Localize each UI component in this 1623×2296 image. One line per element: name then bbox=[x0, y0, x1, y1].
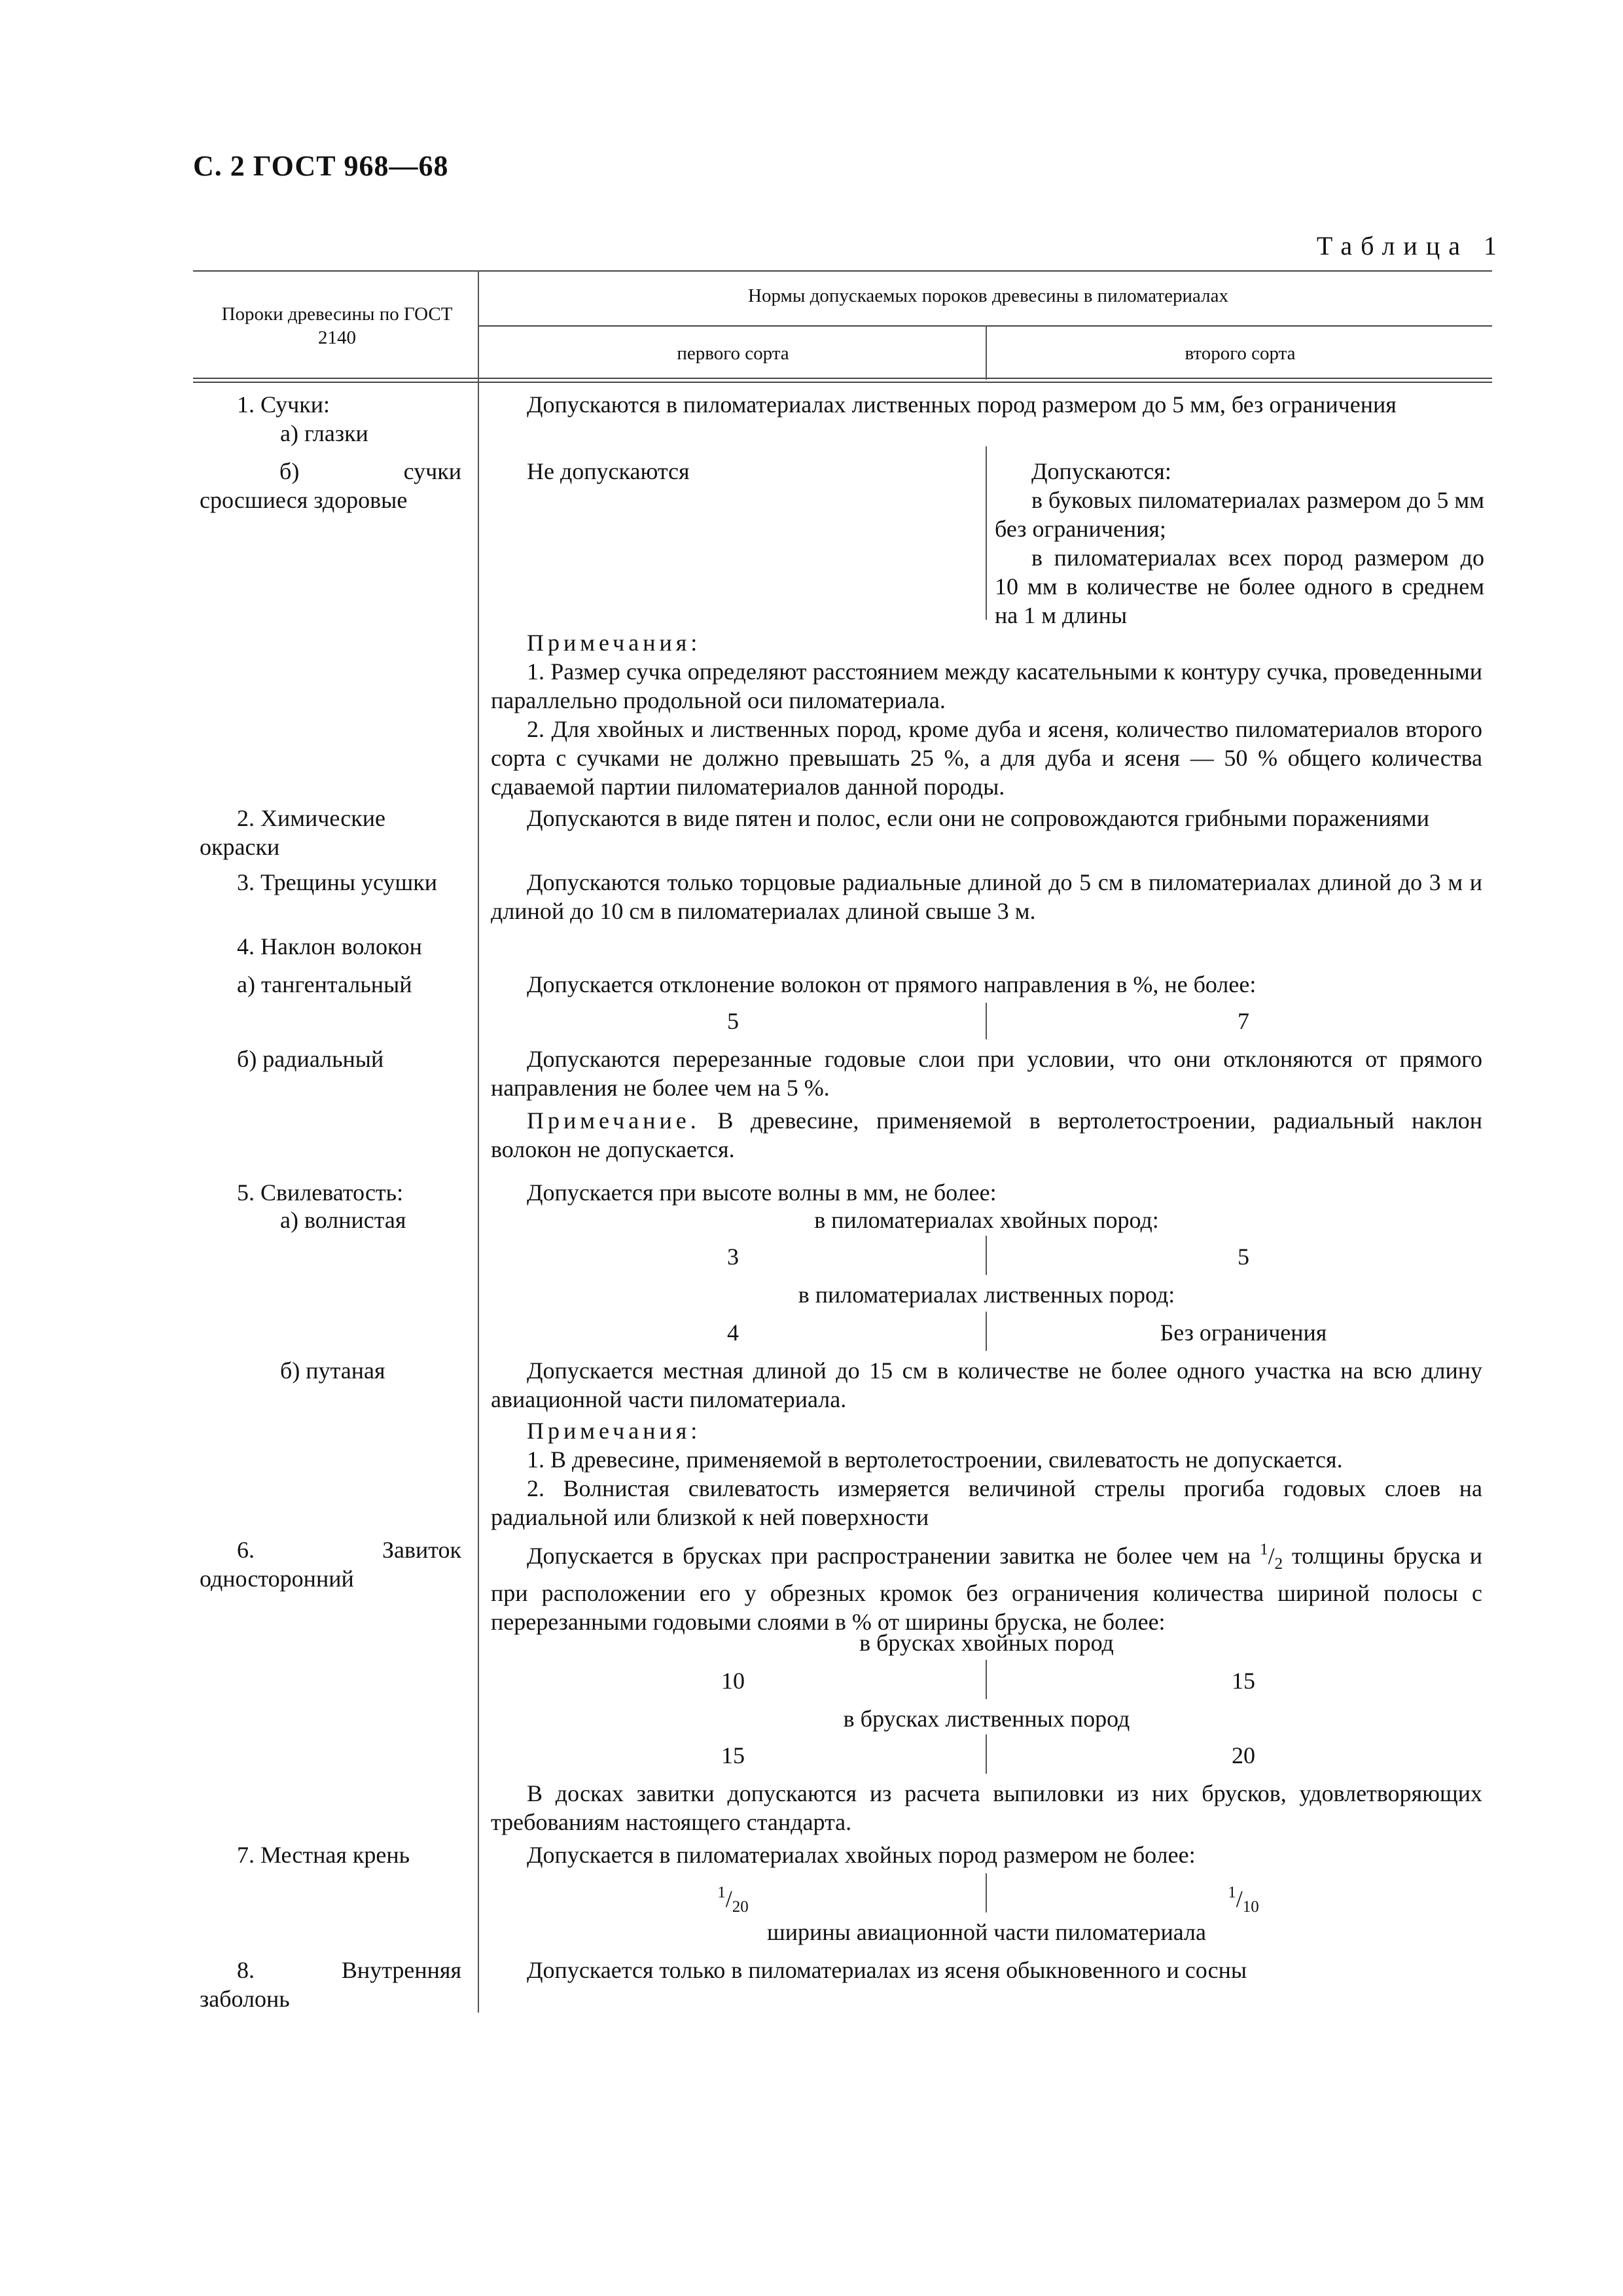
header-bottom-rule-2 bbox=[193, 382, 1492, 383]
row-7-grade-divider bbox=[986, 1873, 987, 1912]
table-top-rule bbox=[193, 270, 1492, 272]
row-4b-text: Допускаются перерезанные годовые слои при условии, что они отклоняются от прямого направления не более чем на 5 %. bbox=[491, 1046, 1482, 1101]
column-divider-main bbox=[478, 270, 479, 2013]
row-8-text: Допускается только в пиломатериалах из ясеня обыкновенного и сосны bbox=[527, 1957, 1247, 1983]
row-5a-deciduous-second: Без ограничения bbox=[1160, 1319, 1327, 1346]
row-7-first-numerator: 1 bbox=[717, 1884, 726, 1901]
row-5a-deciduous-first: 4 bbox=[727, 1319, 739, 1346]
row-1b-grade-divider bbox=[986, 446, 987, 620]
row-5a-conifer-second: 5 bbox=[1238, 1244, 1249, 1270]
row-5-note-1: 1. В древесине, применяемой в вертолетостроении, свилеватость не допускается. bbox=[527, 1446, 1343, 1473]
row-6-conifer-second: 15 bbox=[1232, 1668, 1255, 1694]
row-5a-label: а) волнистая bbox=[280, 1207, 406, 1233]
row-6-conifer-divider bbox=[986, 1660, 987, 1699]
row-4-note-title: Примечание. bbox=[527, 1107, 700, 1134]
row-6-text-part-2: толщины бруска и при расположении его у обрезных кромок без ограничения количества шириной полосы с перерезанными годовыми слоями в % от ширины бруска, не более: bbox=[491, 1543, 1482, 1635]
row-7-second-denominator: 10 bbox=[1242, 1898, 1259, 1916]
column-divider-header-grades bbox=[986, 325, 987, 380]
row-1b-second-all: в пиломатериалах всех пород размером до 10 мм в количестве не более одного в среднем на 1 м длины bbox=[995, 545, 1484, 628]
row-7-second-numerator: 1 bbox=[1228, 1884, 1236, 1901]
row-4b-label: б) радиальный bbox=[237, 1046, 384, 1072]
column-header-second-grade: второго сорта bbox=[1185, 343, 1296, 364]
row-1a-text: Допускаются в пиломатериалах лиственных пород размером до 5 мм, без ограничения bbox=[527, 391, 1397, 418]
row-1-note-1: 1. Размер сучка определяют расстоянием между касательными к контуру сучка, проведенными параллельно продольной оси пиломатериала. bbox=[491, 658, 1482, 713]
row-7-second-grade: $^1/_{10}$ bbox=[1228, 1884, 1259, 1916]
row-1a-label: а) глазки bbox=[280, 420, 368, 446]
row-6-text: Допускается в брусках при распространении завитка не более чем на $^1/_2$ толщины бруска и при расположении его у обрезных кромок без ограничения количества шириной полосы с перерезанными годовыми слоями в % от ширины бруска, не более: bbox=[491, 1541, 1482, 1635]
row-1-title: 1. Сучки: bbox=[237, 391, 330, 418]
row-6-deciduous-second: 20 bbox=[1232, 1742, 1255, 1768]
row-5a-deciduous-heading: в пиломатериалах лиственных пород: bbox=[798, 1282, 1175, 1308]
row-5b-text: Допускается местная длиной до 15 см в количестве не более одного участка на всю длину авиационной части пиломатериала. bbox=[491, 1357, 1482, 1412]
row-6-boards-text: В досках завитки допускаются из расчета выпиловки из них брусков, удовлетворяющих требованиям настоящего стандарта. bbox=[491, 1780, 1482, 1835]
row-8-label: 8. Внутренняя заболонь bbox=[200, 1957, 461, 2012]
row-6-deciduous-first: 15 bbox=[721, 1742, 745, 1768]
row-5a-conifer-divider bbox=[986, 1236, 987, 1275]
row-6-deciduous-divider bbox=[986, 1734, 987, 1774]
row-3-label: 3. Трещины усушки bbox=[237, 869, 438, 895]
row-1b-first-grade: Не допускаются bbox=[527, 458, 690, 484]
row-3-text: Допускаются только торцовые радиальные длиной до 5 см в пиломатериалах длиной до 3 м и длиной до 10 см в пиломатериалах длиной свыше 3 м. bbox=[491, 869, 1482, 924]
row-6-deciduous-heading: в брусках лиственных пород bbox=[843, 1706, 1130, 1732]
row-4-note bbox=[491, 1106, 1482, 1164]
row-6-conifer-first: 10 bbox=[721, 1668, 745, 1694]
row-5b-label: б) путаная bbox=[280, 1357, 385, 1384]
page-header: С. 2 ГОСТ 968—68 bbox=[193, 150, 449, 182]
row-4a-grade-divider bbox=[986, 1003, 987, 1039]
row-5-title: 5. Свилеватость: bbox=[237, 1179, 404, 1206]
row-6-fraction-numerator: 1 bbox=[1260, 1541, 1268, 1558]
row-2-label: 2. Химические окраски bbox=[200, 805, 386, 860]
header-bottom-rule-1 bbox=[193, 378, 1492, 379]
row-1b-second-beech: в буковых пиломатериалах размером до 5 мм без ограничения; bbox=[995, 487, 1484, 542]
row-7-text: Допускается в пиломатериалах хвойных пород размером не более: bbox=[527, 1842, 1196, 1868]
row-4a-label: а) тангентальный bbox=[237, 971, 412, 997]
row-5a-deciduous-divider bbox=[986, 1312, 987, 1351]
row-6-fraction-denominator: 2 bbox=[1274, 1555, 1283, 1573]
row-5a-conifer-heading: в пиломатериалах хвойных пород: bbox=[814, 1207, 1159, 1233]
row-5a-text: Допускается при высоте волны в мм, не более: bbox=[527, 1179, 997, 1206]
row-6-text-part-1: Допускается в брусках при распространении завитка не более чем на bbox=[527, 1543, 1251, 1569]
row-7-label: 7. Местная крень bbox=[237, 1842, 410, 1868]
row-1-note-2: 2. Для хвойных и лиственных пород, кроме дуба и ясеня, количество пиломатериалов второго сорта с сучками не должно превышать 25 %, а для дуба и ясеня — 50 % общего количества сдаваемой партии пиломатериалов данной породы. bbox=[491, 716, 1482, 800]
row-2-text: Допускаются в виде пятен и полос, если они не сопровождаются грибными поражениями bbox=[527, 805, 1429, 831]
column-header-defects: Пороки древесины по ГОСТ 2140 bbox=[221, 304, 453, 348]
table-caption: Таблица 1 bbox=[1316, 231, 1505, 260]
row-6-conifer-heading: в брусках хвойных пород bbox=[859, 1630, 1114, 1656]
row-4a-first-grade: 5 bbox=[727, 1008, 739, 1034]
row-1b-second-heading: Допускаются: bbox=[1031, 458, 1171, 484]
row-6-label: 6. Завиток односторонний bbox=[200, 1537, 461, 1592]
row-4a-second-grade: 7 bbox=[1238, 1008, 1249, 1034]
row-7-first-grade: $^1/_{20}$ bbox=[717, 1884, 749, 1916]
row-4-label: 4. Наклон волокон bbox=[237, 933, 422, 960]
row-1-notes-title: Примечания: bbox=[527, 630, 702, 656]
row-4a-text: Допускается отклонение волокон от прямого направления в %, не более: bbox=[527, 971, 1257, 997]
column-header-norms: Нормы допускаемых пороков древесины в пиломатериалах bbox=[748, 285, 1228, 306]
row-7-tail: ширины авиационной части пиломатериала bbox=[767, 1919, 1206, 1945]
row-5-note-2: 2. Волнистая свилеватость измеряется величиной стрелы прогиба годовых слоев на радиальной или близкой к ней поверхности bbox=[491, 1475, 1482, 1530]
row-5a-conifer-first: 3 bbox=[727, 1244, 739, 1270]
norms-header-rule bbox=[478, 325, 1492, 327]
row-4-note-text: В древесине, применяемой в вертолетостроении, радиальный наклон волокон не допускается. bbox=[491, 1107, 1483, 1162]
column-header-first-grade: первого сорта bbox=[677, 343, 789, 364]
row-1b-label: б) сучки сросшиеся здоровые bbox=[200, 458, 461, 513]
row-5-notes-title: Примечания: bbox=[527, 1418, 702, 1444]
row-7-first-denominator: 20 bbox=[732, 1898, 749, 1916]
